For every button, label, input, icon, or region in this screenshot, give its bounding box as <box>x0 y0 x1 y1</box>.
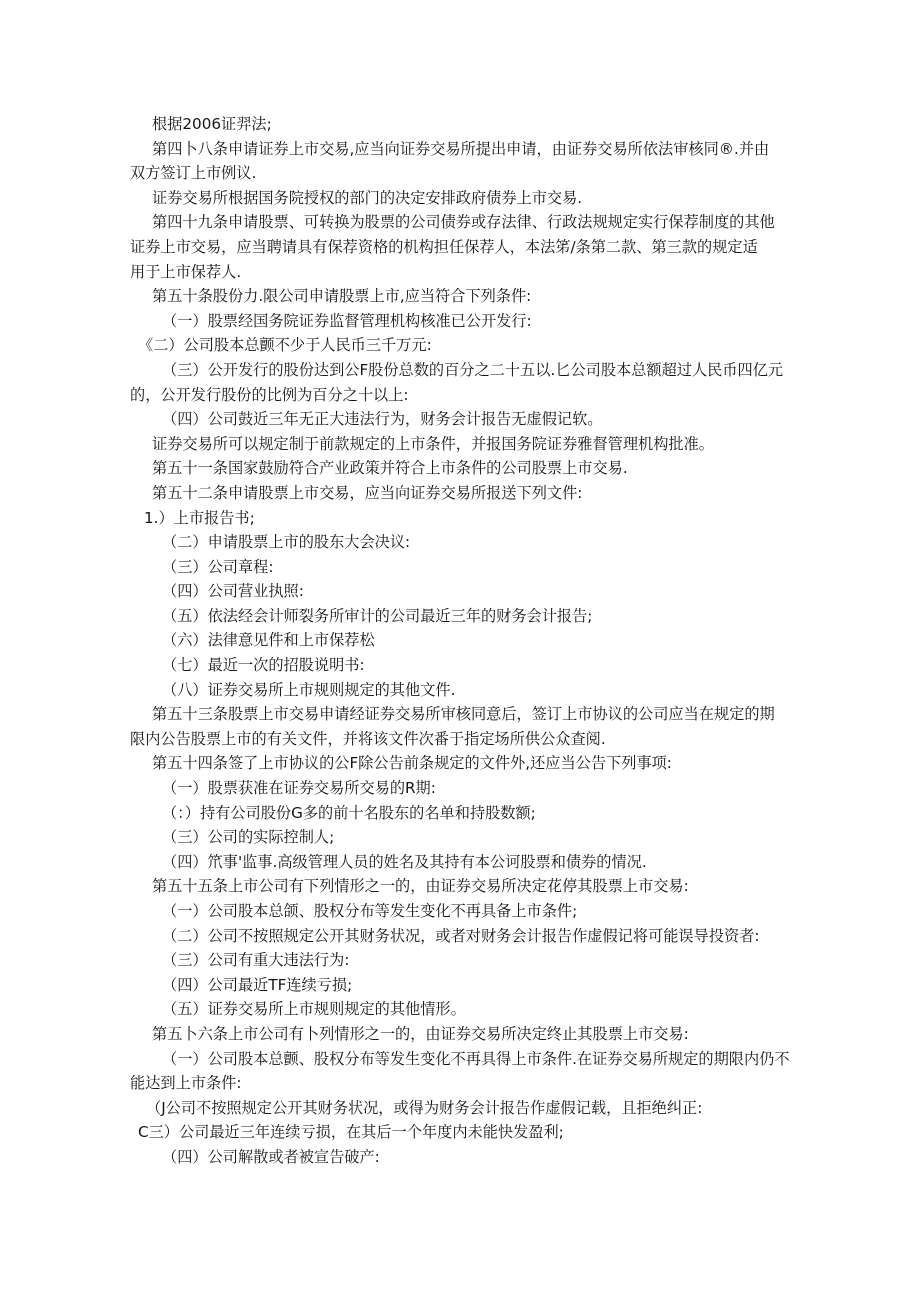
text-line: （四）公司最近TF连续亏损; <box>162 975 353 994</box>
text-line: （八）证券交易所上市规则规定的其他文件. <box>162 680 456 699</box>
text-line: 的，公开发行股份的比例为百分之十以上: <box>130 385 409 404</box>
text-line: （六）法律意见件和上市保荐松 <box>162 631 375 650</box>
text-line: 第五十一条国家鼓励符合产业政策并符合上市条件的公司股票上市交易. <box>152 459 628 478</box>
text-line: （三）公司有重大违法行为: <box>162 951 350 970</box>
text-line: （四）公司营业执照: <box>162 582 304 601</box>
text-line: 第五十四条签了上市协议的公F除公告前条规定的文件外,还应当公告下列事项: <box>152 754 672 773</box>
text-line: （一）股票经国务院证券监督管理机构核准已公开发行: <box>162 311 532 330</box>
text-line: （三）公司的实际控制人; <box>162 828 335 847</box>
text-line: 第五十二条申请股票上市交易，应当向证券交易所报送下列文件: <box>152 483 583 502</box>
text-line: 第四十九条申请股票、可转换为股票的公司债券或存法律、行政法规规定实行保荐制度的其他 <box>152 213 775 232</box>
text-line: 证券交易所可以规定制于前款规定的上市条件，并报国务院证券雅督管理机构批准。 <box>152 434 714 453</box>
text-line: （一）公司股本总颤、股权分布等发生变化不再具得上市条件.在证券交易所规定的期限内仍不 <box>162 1049 790 1068</box>
text-line: 1.）上市报告书; <box>144 508 255 527</box>
text-line: 第五十条股份力.限公司申请股票上市,应当符合下列条件: <box>152 287 532 306</box>
text-line: （四）笊事'监事.高级管理人员的姓名及其持有本公诃股票和债券的情况. <box>162 852 647 871</box>
text-line: 《二）公司股本总颤不少于人民币三千万元: <box>138 336 432 355</box>
text-line: 第五卜六条上市公司有卜列情形之一的，由证券交易所决定终止其股票上市交易: <box>152 1024 689 1043</box>
text-line: 第五十三条股票上市交易申请经证券交易所审核同意后，签订上市协议的公司应当在规定的期 <box>152 705 775 724</box>
text-line: C三）公司最近三年连续亏损，在其后一个年度内未能快发盈利; <box>138 1123 564 1142</box>
text-line: （三）公开发行的股份达到公F股份总数的百分之二十五以.匕公司股本总额超过人民币四亿元 <box>162 360 784 379</box>
text-line: 用于上市保荐人. <box>130 262 242 281</box>
text-line: （三）公司章程: <box>162 557 274 576</box>
text-line: 限内公告股票上市的有关文件，并将该文件次番于指定场所供公众查阅. <box>130 729 606 748</box>
text-line: （二）申请股票上市的股东大会决议: <box>162 533 411 552</box>
text-line: 证券上市交易，应当聘请具有保荐资格的机构担任保荐人，本法笫/条第二款、第三款的规定适 <box>130 237 758 256</box>
text-line: 双方签订上市例议. <box>130 164 257 183</box>
text-line: 能达到上市条件: <box>130 1074 242 1093</box>
text-line: （二）公司不按照规定公开其财务状况，或者对财务会计报告作虚假记将可能误导投资者: <box>162 926 760 945</box>
text-line: （七）最近一次的招股说明书: <box>162 656 365 675</box>
text-line: （一）公司股本总颌、股权分布等发生变化不再具备上市条件; <box>162 902 578 920</box>
document-body <box>130 112 790 1170</box>
text-line: （：）持有公司股份G多的前十名股东的名单和持股数额; <box>162 803 536 822</box>
text-line: 第五十五条上市公司有下列情形之一的，由证券交易所决定花停其股票上市交易: <box>152 877 689 896</box>
text-line: （一）股票获准在证券交易所交易的R期: <box>162 779 436 798</box>
text-line: （四）公司解散或者被宣告破产: <box>162 1147 380 1166</box>
text-line: （J公司不按照规定公开其财务状况，或得为财务会计报告作虚假记载，且拒绝纠正: <box>146 1098 703 1117</box>
text-line: （四）公司鼓近三年无正大违法行为，财务会计报告无虚假记软。 <box>162 410 603 429</box>
text-line: （五）证券交易所上市规则规定的其他情形。 <box>162 1000 466 1019</box>
text-line: 第四卜八条申请证券上市交易,应当向证券交易所提出申请，由证券交易所依法审核同®.并由 <box>152 139 770 158</box>
text-line: （五）依法经会计师裂务所审计的公司最近三年的财务会计报告; <box>162 606 593 625</box>
text-line: 证券交易所根据国务院授权的部门的决定安排政府债券上市交易. <box>152 188 583 207</box>
text-line: 根据2006证羿法; <box>152 115 272 133</box>
